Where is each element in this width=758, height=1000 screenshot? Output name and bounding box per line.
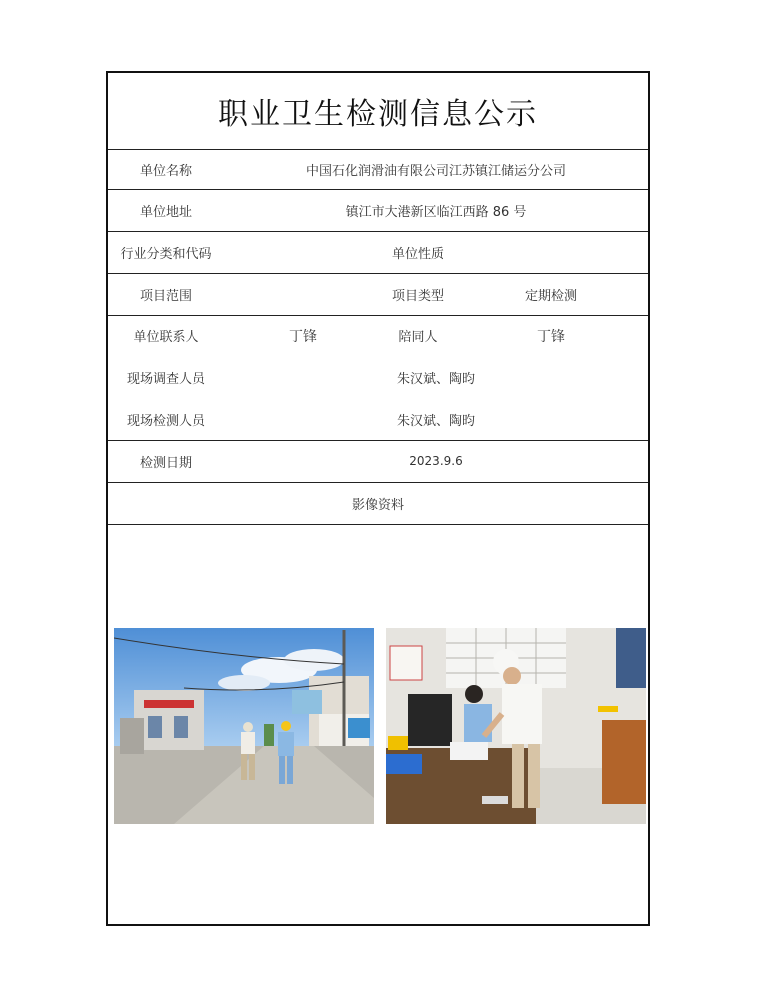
unit-nature-value: [454, 231, 648, 273]
images-label: 影像资料: [351, 497, 404, 513]
row-project: [108, 273, 648, 315]
info-sheet: [106, 71, 650, 926]
survey-staff-label: 现场调查人员: [126, 371, 205, 387]
page-title: 职业卫生检测信息公示: [218, 97, 538, 132]
test-date-label: 检测日期: [139, 455, 192, 471]
office-signing-image: [386, 628, 646, 824]
row-testing-staff: [108, 398, 648, 440]
contact-value: 丁锋: [289, 328, 317, 345]
project-type-label: 项目类型: [391, 288, 444, 304]
testing-staff-label: 现场检测人员: [126, 413, 205, 429]
project-scope-label: 项目范围: [139, 288, 192, 304]
project-scope-value: [224, 273, 382, 315]
contact-label: 单位联系人: [133, 330, 199, 345]
escort-value: 丁锋: [537, 328, 565, 345]
testing-staff-value: 朱汉斌、陶昀: [396, 413, 475, 429]
industry-label: 行业分类和代码: [120, 246, 212, 262]
row-industry: [108, 231, 648, 273]
row-unit-name: [108, 149, 648, 189]
row-contact: [108, 315, 648, 356]
divider: [108, 524, 648, 525]
unit-name-value: 中国石化润滑油有限公司江苏镇江储运分公司: [305, 163, 566, 179]
office-signing-photo: [386, 628, 646, 824]
industry-value: [224, 231, 382, 273]
photo-area: [114, 628, 642, 824]
escort-label: 陪同人: [398, 330, 438, 345]
project-type-value: 定期检测: [524, 288, 577, 304]
row-unit-address: [108, 189, 648, 231]
site-gate-photo: [114, 628, 374, 824]
unit-address-label: 单位地址: [139, 204, 192, 220]
row-test-date: [108, 440, 648, 482]
row-images: [108, 482, 648, 524]
unit-address-value: 镇江市大港新区临江西路 86 号: [345, 204, 527, 220]
unit-name-label: 单位名称: [139, 163, 192, 179]
unit-nature-label: 单位性质: [391, 246, 444, 262]
row-survey-staff: [108, 356, 648, 398]
survey-staff-value: 朱汉斌、陶昀: [396, 371, 475, 387]
test-date-value: 2023.9.6: [409, 454, 463, 468]
site-gate-image: [114, 628, 374, 824]
